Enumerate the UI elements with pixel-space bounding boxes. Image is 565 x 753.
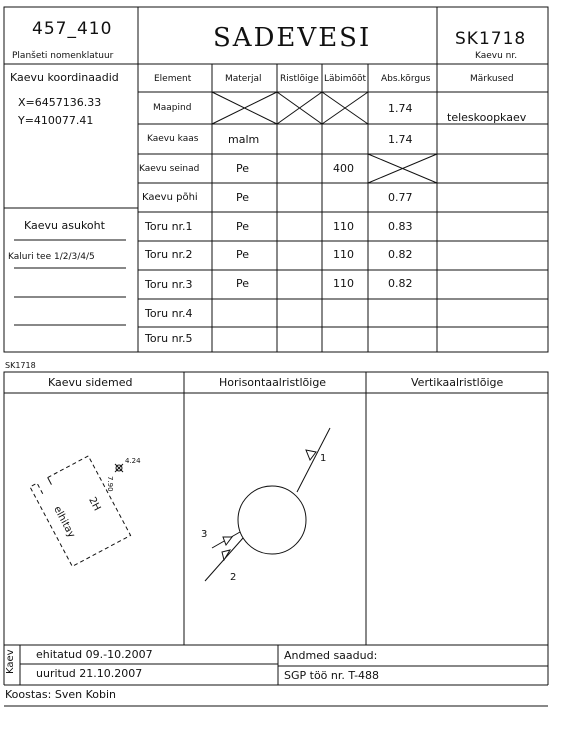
row-diameter: 400 (333, 162, 354, 175)
well-number-label: Kaevu nr. (475, 51, 518, 61)
column-connections-title: Kaevu sidemed (48, 376, 133, 389)
row-height: 0.82 (388, 248, 413, 261)
pipe-label: 1 (320, 453, 327, 464)
sketch-dimension-label: 4.24 (125, 457, 141, 465)
coordinate-x: X=6457136.33 (18, 96, 102, 109)
page-title: SADEVESI (213, 23, 372, 53)
row-height: 0.83 (388, 220, 413, 233)
row-material: Pe (236, 191, 250, 204)
row-element: Toru nr.2 (145, 248, 193, 261)
row-material: malm (228, 133, 260, 146)
row-element: Maapind (153, 103, 192, 113)
header-notes: Märkused (470, 74, 514, 84)
well-number: SK1718 (455, 29, 527, 49)
header-section: Ristlõige (280, 74, 319, 84)
data-source-label: Andmed saadud: (284, 649, 378, 662)
sketch-building-label: elhitay (51, 504, 77, 540)
row-height: 0.77 (388, 191, 413, 204)
data-source: SGP töö nr. T-488 (284, 669, 380, 682)
row-material: Pe (236, 220, 250, 233)
built-date: ehitatud 09.-10.2007 (36, 648, 153, 661)
row-material: Pe (236, 248, 250, 261)
footer-side-label: Kaev (5, 649, 16, 674)
row-element: Kaevu kaas (147, 134, 199, 144)
row-element: Toru nr.5 (145, 332, 193, 345)
sketch-floors-label: 2H (86, 495, 103, 513)
row-element: Toru nr.4 (145, 307, 193, 320)
row-element: Toru nr.3 (145, 278, 193, 291)
row-height: 1.74 (388, 102, 413, 115)
author: Koostas: Sven Kobin (5, 688, 116, 701)
section-small-label: SK1718 (5, 361, 36, 370)
row-height: 0.82 (388, 277, 413, 290)
row-element: Kaevu seinad (139, 164, 200, 174)
row-element: Toru nr.1 (145, 220, 193, 233)
row-height: 1.74 (388, 133, 413, 146)
header-height: Abs.kõrgus (381, 74, 431, 84)
header-material: Materjal (225, 74, 262, 84)
sketch-dimension-label: 7.90 (106, 476, 114, 492)
pipe-label: 2 (230, 572, 237, 583)
row-material: Pe (236, 162, 250, 175)
column-vertical-title: Vertikaalristlõige (411, 376, 504, 389)
pipe-label: 3 (201, 529, 208, 540)
row-notes: teleskoopkaev (447, 111, 527, 124)
row-diameter: 110 (333, 277, 354, 290)
location-address: Kaluri tee 1/2/3/4/5 (8, 252, 95, 262)
row-element: Kaevu põhi (142, 192, 198, 203)
row-material: Pe (236, 277, 250, 290)
nomenclature-value: 457_410 (32, 19, 113, 39)
nomenclature-label: Planšeti nomenklatuur (12, 51, 114, 61)
column-horizontal-title: Horisontaalristlõige (219, 376, 327, 389)
surveyed-date: uuritud 21.10.2007 (36, 667, 143, 680)
header-element: Element (154, 74, 192, 84)
header-diameter: Läbimõõt (324, 74, 367, 84)
coordinates-label: Kaevu koordinaadid (10, 71, 119, 84)
row-diameter: 110 (333, 248, 354, 261)
coordinate-y: Y=410077.41 (18, 114, 94, 127)
location-label: Kaevu asukoht (24, 219, 105, 232)
row-diameter: 110 (333, 220, 354, 233)
